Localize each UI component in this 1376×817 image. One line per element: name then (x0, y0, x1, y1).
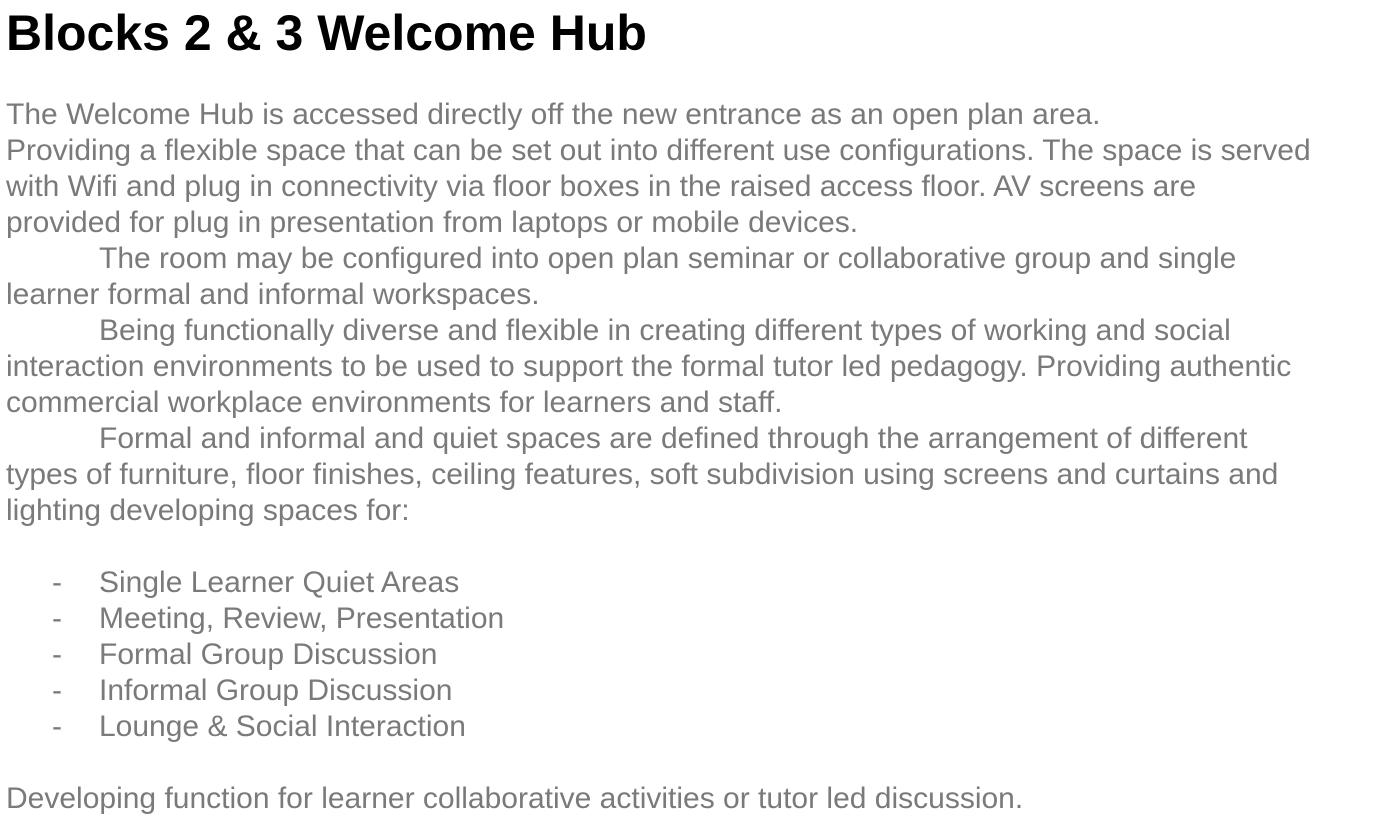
space-types-list (6, 565, 1372, 745)
list-item (6, 565, 1372, 601)
paragraph-line: learner formal and informal workspaces. (6, 278, 540, 311)
paragraph-line: types of furniture, floor finishes, ceiling features, soft subdivision using screens and curtains and (6, 458, 1279, 491)
list-dash: - (52, 566, 62, 599)
paragraph-line: with Wifi and plug in connectivity via floor boxes in the raised access floor. AV screens are (6, 170, 1197, 203)
list-item (6, 709, 1372, 745)
paragraph-line: commercial workplace environments for learners and staff. (6, 386, 783, 419)
paragraph-line: The Welcome Hub is accessed directly off the new entrance as an open plan area. (6, 98, 1101, 131)
paragraph-line: Formal and informal and quiet spaces are defined through the arrangement of different (99, 422, 1248, 455)
list-dash: - (52, 602, 62, 635)
list-dash: - (52, 674, 62, 707)
page-title: Blocks 2 & 3 Welcome Hub (6, 5, 647, 61)
spacer (6, 745, 1372, 781)
spacer (6, 529, 1372, 565)
paragraph-line: interaction environments to be used to support the formal tutor led pedagogy. Providing authentic (6, 350, 1292, 383)
list-dash: - (52, 710, 62, 743)
paragraph-line: Providing a flexible space that can be set out into different use configurations. The space is served (6, 134, 1311, 167)
document-body (6, 97, 1372, 817)
paragraph-line: lighting developing spaces for: (6, 494, 410, 527)
list-dash: - (52, 638, 62, 671)
list-item-label: Formal Group Discussion (99, 638, 438, 671)
list-item-label: Single Learner Quiet Areas (99, 566, 460, 599)
list-item-label: Lounge & Social Interaction (99, 710, 466, 743)
paragraph-line: Being functionally diverse and flexible in creating different types of working and social (99, 314, 1231, 347)
list-item-label: Meeting, Review, Presentation (99, 602, 505, 635)
list-item (6, 601, 1372, 637)
list-item (6, 637, 1372, 673)
paragraph-line: The room may be configured into open plan seminar or collaborative group and single (99, 242, 1237, 275)
list-item-label: Informal Group Discussion (99, 674, 453, 707)
list-item (6, 673, 1372, 709)
closing-line: Developing function for learner collaborative activities or tutor led discussion. (6, 782, 1024, 815)
paragraph-line: provided for plug in presentation from laptops or mobile devices. (6, 206, 859, 239)
